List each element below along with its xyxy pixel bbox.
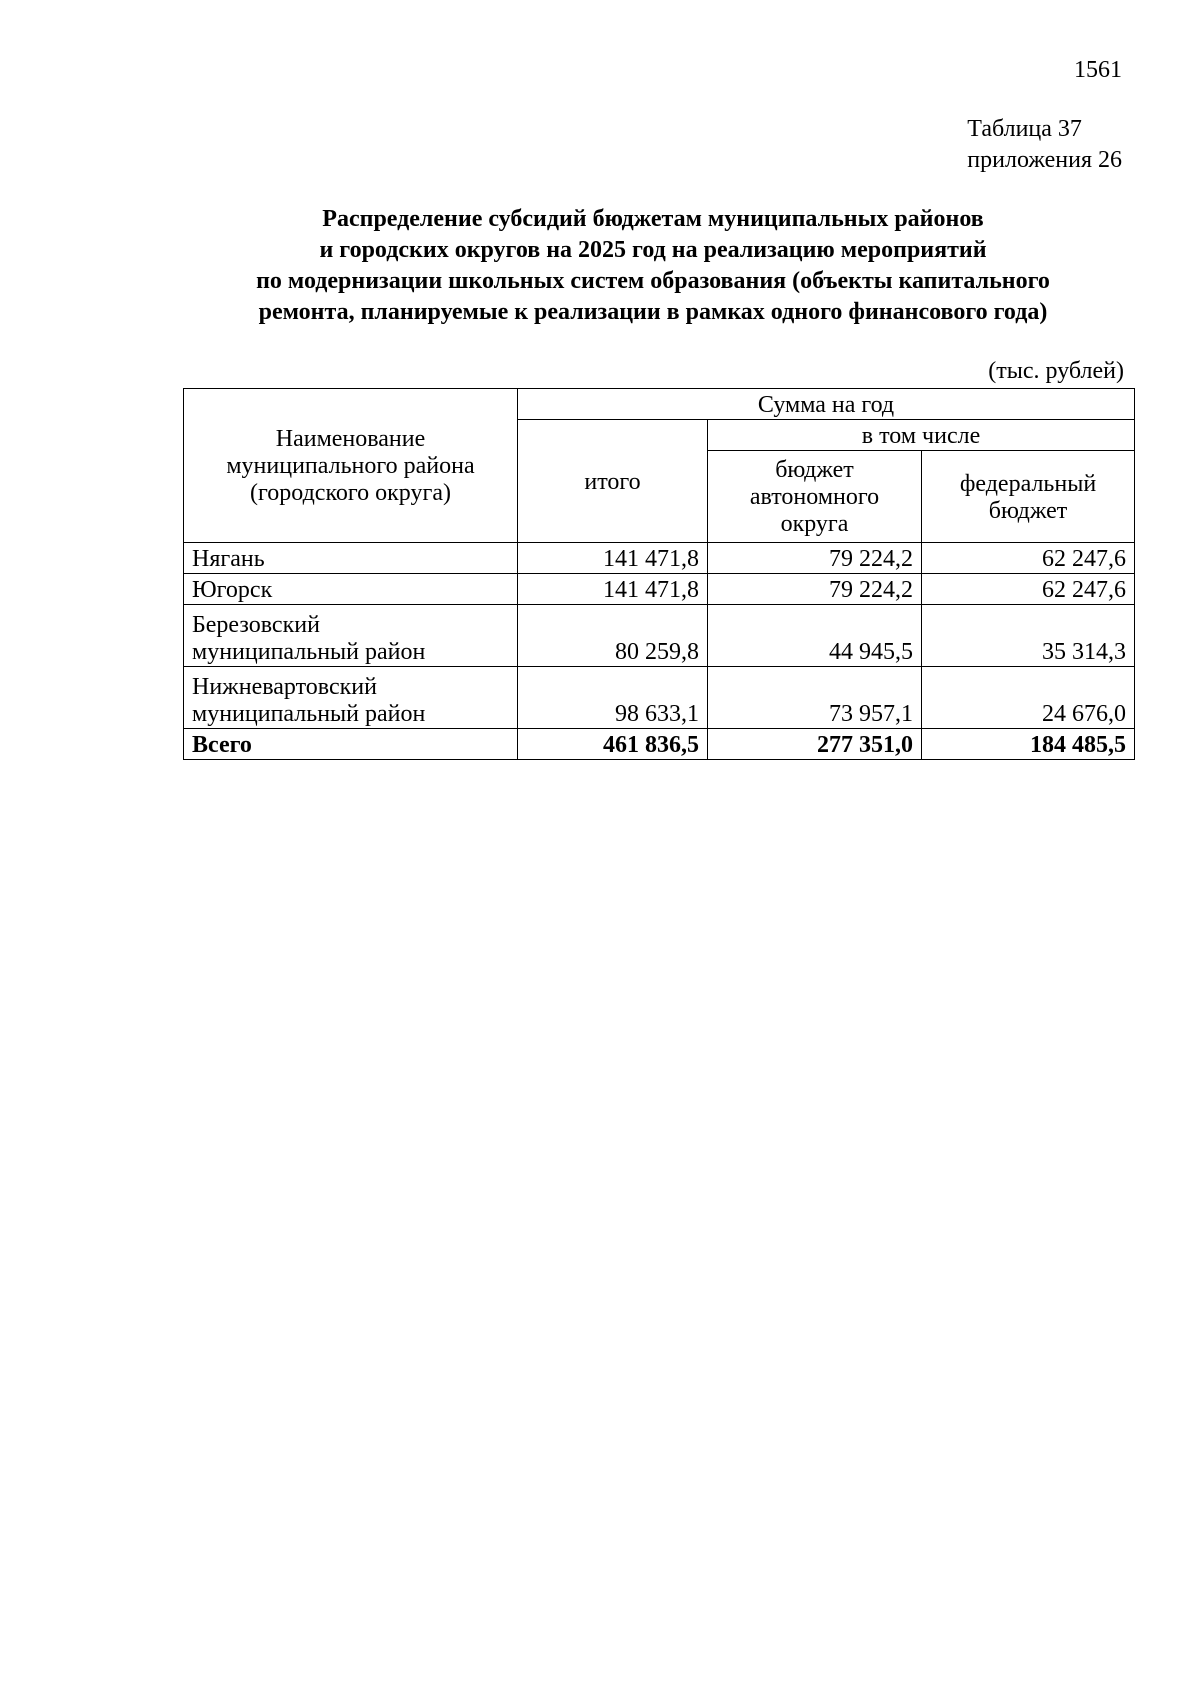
header-federal-budget: федеральный бюджет [922, 451, 1135, 543]
title-line: Распределение субсидий бюджетам муниципальных районов [322, 206, 984, 232]
total-row [184, 729, 1135, 760]
units-label: (тыс. рублей) [988, 358, 1124, 384]
table-ref-appendix: приложения 26 [967, 147, 1122, 173]
total-label: Всего [184, 729, 518, 760]
table-row [184, 605, 1135, 667]
row-total: 141 471,8 [518, 574, 708, 605]
row-name: Березовский муниципальный район [184, 605, 518, 667]
row-okrug: 79 224,2 [708, 543, 922, 574]
page-number: 1561 [1074, 57, 1122, 83]
header-sum-per-year: Сумма на год [518, 389, 1135, 420]
row-name: Нижневартовский муниципальный район [184, 667, 518, 729]
row-total: 98 633,1 [518, 667, 708, 729]
row-name: Югорск [184, 574, 518, 605]
title-line: и городских округов на 2025 год на реализацию мероприятий [319, 237, 987, 263]
row-name: Нягань [184, 543, 518, 574]
table-row [184, 667, 1135, 729]
title-line: ремонта, планируемые к реализации в рамках одного финансового года) [258, 299, 1048, 325]
total-sum: 461 836,5 [518, 729, 708, 760]
subsidy-table [183, 388, 1135, 760]
row-total: 80 259,8 [518, 605, 708, 667]
row-okrug: 73 957,1 [708, 667, 922, 729]
table-ref-number: Таблица 37 [967, 116, 1082, 142]
title-line: по модернизации школьных систем образования (объекты капитального [256, 268, 1050, 294]
row-federal: 24 676,0 [922, 667, 1135, 729]
row-okrug: 79 224,2 [708, 574, 922, 605]
table-reference [967, 114, 1122, 176]
total-okrug: 277 351,0 [708, 729, 922, 760]
document-title [0, 204, 1200, 328]
row-okrug: 44 945,5 [708, 605, 922, 667]
row-federal: 62 247,6 [922, 574, 1135, 605]
table-row [184, 574, 1135, 605]
header-including: в том числе [708, 420, 1135, 451]
header-total: итого [518, 420, 708, 543]
row-federal: 35 314,3 [922, 605, 1135, 667]
row-federal: 62 247,6 [922, 543, 1135, 574]
row-total: 141 471,8 [518, 543, 708, 574]
header-name: Наименование муниципального района (городского округа) [184, 389, 518, 543]
header-okrug-budget: бюджет автономного округа [708, 451, 922, 543]
table-row [184, 543, 1135, 574]
total-federal: 184 485,5 [922, 729, 1135, 760]
